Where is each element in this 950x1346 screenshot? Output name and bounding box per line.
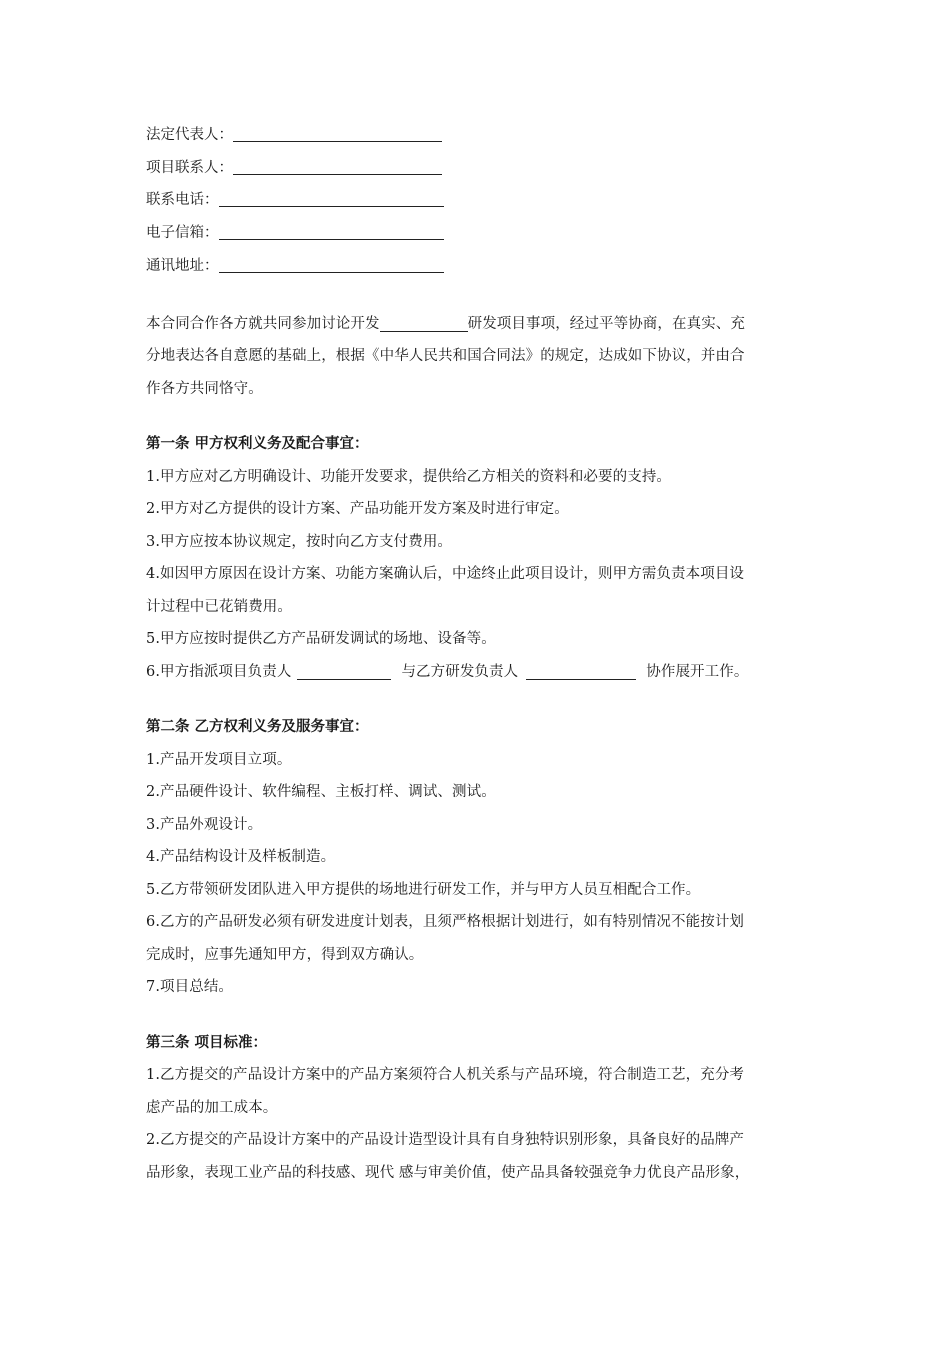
clause-line: 4.如因甲方原因在设计方案、功能方案确认后，中途终止此项目设计，则甲方需负责本项目设 — [146, 566, 745, 583]
clause-line — [146, 656, 806, 689]
field-legal-representative — [146, 117, 806, 150]
article-3 — [146, 1027, 806, 1190]
contract-body — [146, 117, 806, 1189]
article-1 — [146, 428, 806, 688]
fill-in-blank[interactable] — [219, 219, 444, 240]
article-title: 第一条 甲方权利义务及配合事宜： — [146, 435, 369, 453]
text-run: 与乙方研发负责人 — [401, 663, 519, 680]
field-label: 法定代表人： — [146, 126, 233, 143]
clause-line: 计过程中已花销费用。 — [146, 598, 292, 615]
text-run: 研发项目事项，经过平等协商，在真实、充 — [467, 315, 746, 332]
fill-in-blank[interactable] — [233, 154, 442, 175]
paragraph-line: 分地表达各自意愿的基础上，根据《中华人民共和国合同法》的规定，达成如下协议，并由合 — [146, 348, 745, 365]
field-label: 通讯地址： — [146, 257, 219, 274]
clause-line: 虑产品的加工成本。 — [146, 1099, 278, 1116]
field-label: 项目联系人： — [146, 159, 233, 176]
fill-in-blank[interactable] — [219, 252, 444, 273]
clause-line: 完成时，应事先通知甲方，得到双方确认。 — [146, 946, 424, 963]
clause-line: 1.产品开发项目立项。 — [146, 751, 292, 768]
contact-fields — [146, 117, 806, 281]
field-address — [146, 248, 806, 281]
party-a-lead-blank[interactable] — [297, 659, 391, 680]
clause-line: 3.甲方应按本协议规定，按时向乙方支付费用。 — [146, 533, 453, 550]
fill-in-blank[interactable] — [219, 186, 444, 207]
paragraph-line: 作各方共同恪守。 — [146, 380, 263, 397]
clause-line: 2.甲方对乙方提供的设计方案、产品功能开发方案及时进行审定。 — [146, 501, 569, 518]
paragraph-line — [146, 308, 806, 341]
field-phone — [146, 183, 806, 216]
clause-line: 6.乙方的产品研发必须有研发进度计划表，且须严格根据计划进行，如有特别情况不能按计划 — [146, 914, 745, 931]
party-b-lead-blank[interactable] — [526, 659, 636, 680]
clause-line: 5.乙方带领研发团队进入甲方提供的场地进行研发工作，并与甲方人员互相配合工作。 — [146, 881, 701, 898]
article-title: 第二条 乙方权利义务及服务事宜： — [146, 718, 369, 736]
intro-paragraph — [146, 308, 806, 406]
clause-line: 1.乙方提交的产品设计方案中的产品方案须符合人机关系与产品环境，符合制造工艺，充分考 — [146, 1067, 745, 1084]
article-title: 第三条 项目标准： — [146, 1033, 268, 1051]
article-2 — [146, 711, 806, 1004]
clause-line: 3.产品外观设计。 — [146, 816, 263, 833]
clause-line: 品形象，表现工业产品的科技感、现代 感与审美价值，使产品具备较强竞争力优良产品形象， — [146, 1164, 750, 1181]
clause-line: 2.产品硬件设计、软件编程、主板打样、调试、测试。 — [146, 784, 496, 801]
clause-line: 1.甲方应对乙方明确设计、功能开发要求，提供给乙方相关的资料和必要的支持。 — [146, 468, 672, 485]
text-run: 6.甲方指派项目负责人 — [146, 663, 292, 680]
clause-line: 7.项目总结。 — [146, 979, 234, 996]
field-email — [146, 215, 806, 248]
text-run: 协作展开工作。 — [646, 663, 749, 680]
project-name-blank[interactable] — [380, 311, 468, 332]
field-project-contact — [146, 150, 806, 183]
field-label: 联系电话： — [146, 192, 219, 209]
clause-line: 5.甲方应按时提供乙方产品研发调试的场地、设备等。 — [146, 631, 496, 648]
text-run: 本合同合作各方就共同参加讨论开发 — [146, 315, 380, 332]
field-label: 电子信箱： — [146, 225, 219, 242]
clause-line: 4.产品结构设计及样板制造。 — [146, 849, 336, 866]
clause-line: 2.乙方提交的产品设计方案中的产品设计造型设计具有自身独特识别形象，具备良好的品牌产 — [146, 1132, 745, 1149]
fill-in-blank[interactable] — [233, 121, 442, 142]
